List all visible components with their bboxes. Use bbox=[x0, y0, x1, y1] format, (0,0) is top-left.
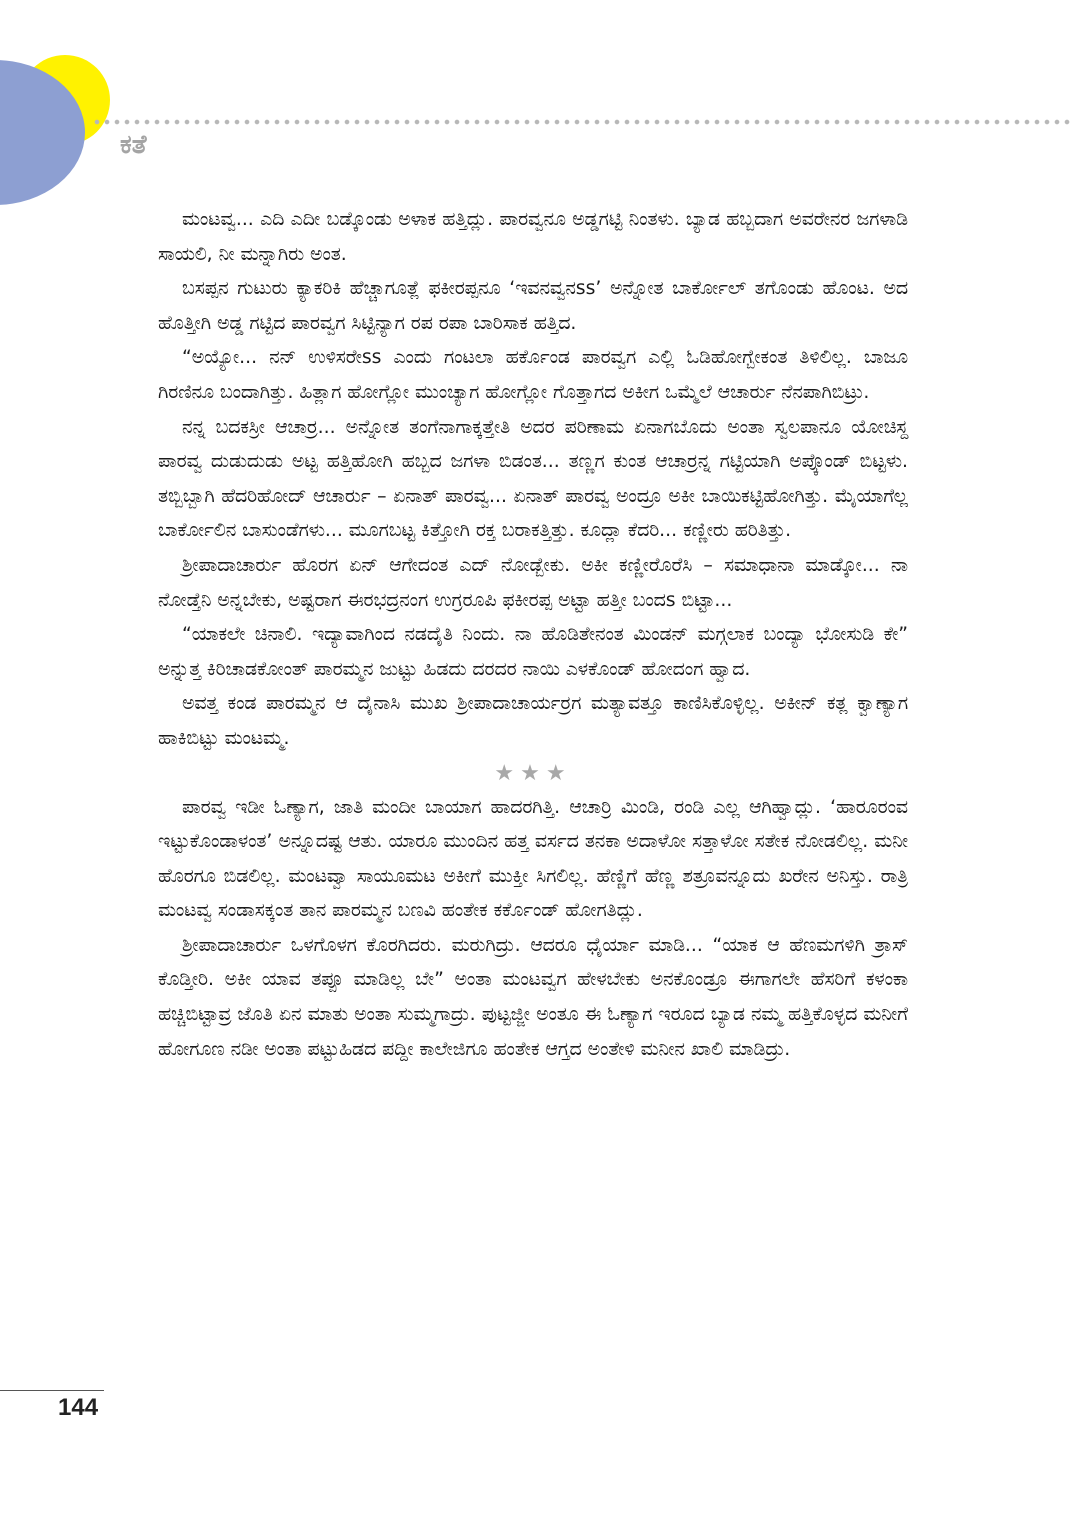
paragraph: ನನ್ನ ಬದಕಸ್ರೀ ಆಚಾರ್ರ... ಅನ್ನೋತ ತಂಗೆನಾಗಾಕ್ಕತ್ತೇತಿ ಅದರ ಪರಿಣಾಮ ಏನಾಗಬೊದು ಅಂತಾ ಸ್ವಲಪಾನೂ ಯೋಚಿಸ್ದ ಪಾರವ್ವ ದುಡುದುಡು ಅಟ್ಟ ಹತ್ತಿಹೋಗಿ ಹಬ್ಬದ ಜಗಳಾ ಬಿಡಂತ... ತಣ್ಣಗ ಕುಂತ ಆಚಾರ್ರನ್ನ ಗಟ್ಟಿಯಾಗಿ ಅಪ್ಕೊಂಡ್ ಬಿಟ್ಟಳು. ತಬ್ಬಿಬ್ಬಾಗಿ ಹೆದರಿಹೋದ್ ಆಚಾರ್ರು – ಏನಾತ್ ಪಾರವ್ವ... ಏನಾತ್ ಪಾರವ್ವ ಅಂದ್ರೂ ಅಕೀ ಬಾಯಿಕಟ್ಟಿಹೋಗಿತ್ತು. ಮೈಯಾಗೆಲ್ಲ ಬಾರ್ಕೋಲಿನ ಬಾಸುಂಡೆಗಳು... ಮೂಗಬಟ್ಟ ಕಿತ್ತೋಗಿ ರಕ್ತ ಬರಾಕತ್ತಿತ್ತು. ಕೂದ್ಲಾ ಕೆದರಿ... ಕಣ್ಣೀರು ಹರಿತಿತ್ತು. bbox=[158, 416, 908, 542]
paragraph: ಬಸಪ್ಪನ ಗುಟುರು ಕ್ಯಾಕರಿಕಿ ಹೆಚ್ಚಾಗೂತ್ಲೆ ಫಕೀರಪ್ಪನೂ ‘ಇವನವ್ವನss’ ಅನ್ನೋತ ಬಾರ್ಕೋಲ್ ತಗೊಂಡು ಹೊಂಟ. ಅದ ಹೊತ್ತೀಗಿ ಅಡ್ಡ ಗಟ್ಟಿದ ಪಾರವ್ವಗ ಸಿಟ್ಟಿನ್ಯಾಗ ರಪ ರಪಾ ಬಾರಿಸಾಕ ಹತ್ತಿದ. bbox=[158, 278, 908, 334]
paragraph: “ಯಾಕಲೇ ಚಿನಾಲಿ. ಇದ್ಯಾವಾಗಿಂದ ನಡದೈತಿ ನಿಂದು. ನಾ ಹೊಡಿತೇನಂತ ಮಿಂಡನ್ ಮಗ್ಗಲಾಕ ಬಂದ್ಯಾ ಭೋಸುಡಿ ಕೇ” ಅನ್ನುತ್ತ ಕಿರಿಚಾಡಕೋಂತ್ ಪಾರಮ್ಮನ ಜುಟ್ಟು ಹಿಡದು ದರದರ ನಾಯಿ ಎಳಕೊಂಡ್ ಹೋದಂಗ ಹ್ವಾದ. bbox=[158, 624, 908, 680]
paragraph: ಅವತ್ತ ಕಂಡ ಪಾರಮ್ಮನ ಆ ದೈನಾಸಿ ಮುಖ ಶ್ರೀಪಾದಾಚಾರ್ಯರ್ರಗ ಮತ್ಯಾವತ್ತೂ ಕಾಣಿಸಿಕೊಳ್ಳಿಲ್ಲ. ಅಕೀನ್ ಕತ್ಲ ಕ್ವಾಣ್ಯಾಗ ಹಾಕಿಬಿಟ್ಟು ಮಂಟಮ್ಮ. bbox=[158, 693, 908, 749]
paragraph: ಮಂಟವ್ವ... ಎದಿ ಎದೀ ಬಡ್ಕೊಂಡು ಅಳಾಕ ಹತ್ತಿದ್ಲು. ಪಾರವ್ವನೂ ಅಡ್ಡಗಟ್ಟಿ ನಿಂತಳು. ಬ್ಯಾಡ ಹಬ್ಬದಾಗ ಅವರೇನರ ಜಗಳಾಡಿ ಸಾಯಲಿ, ನೀ ಮನ್ನಾಗಿರು ಅಂತ. bbox=[158, 209, 908, 265]
paragraph: ಶ್ರೀಪಾದಾಚಾರ್ರು ಹೊರಗ ಏನ್ ಆಗೇದಂತ ಎದ್ ನೋಡ್ಬೇಕು. ಅಕೀ ಕಣ್ಣೀರೊರೆಸಿ – ಸಮಾಧಾನಾ ಮಾಡ್ಕೋ... ನಾ ನೋಡ್ತೆನಿ ಅನ್ನಬೇಕು, ಅಷ್ಟರಾಗ ಈರಭದ್ರನಂಗ ಉಗ್ರರೂಪಿ ಫಕೀರಪ್ಪ ಅಟ್ಟಾ ಹತ್ತೀ ಬಂದs ಬಿಟ್ಟಾ... bbox=[158, 554, 908, 611]
paragraph: ಶ್ರೀಪಾದಾಚಾರ್ರು ಒಳಗೊಳಗ ಕೊರಗಿದರು. ಮರುಗಿದ್ರು. ಆದರೂ ಧೈರ್ಯಾ ಮಾಡಿ... “ಯಾಕ ಆ ಹೆಣಮಗಳಿಗಿ ತ್ರಾಸ್ ಕೊಡ್ತೀರಿ. ಅಕೀ ಯಾವ ತಪ್ಪೂ ಮಾಡಿಲ್ಲ ಬೇ” ಅಂತಾ ಮಂಟವ್ವಗ ಹೇಳಬೇಕು ಅನಕೊಂಡ್ರೂ ಈಗಾಗಲೇ ಹೆಸರಿಗೆ ಕಳಂಕಾ ಹಚ್ಚಿಬಿಟ್ಟಾವ್ರ ಜೊತಿ ಏನ ಮಾತು ಅಂತಾ ಸುಮ್ಮಗಾದ್ರು. ಪುಟ್ಟಜ್ಜೀ ಅಂತೂ ಈ ಓಣ್ಯಾಗ ಇರೂದ ಬ್ಯಾಡ ನಮ್ಮ ಹತ್ತಿಕೊಳ್ಳದ ಮನೀಗೆ ಹೋಗೂಣ ನಡೀ ಅಂತಾ ಪಟ್ಟುಹಿಡದ ಪದ್ದೀ ಕಾಲೇಜಿಗೂ ಹಂತೇಕ ಆಗ್ತದ ಅಂತೇಳಿ ಮನೀನ ಖಾಲಿ ಮಾಡಿದ್ರು. bbox=[158, 934, 908, 1060]
section-break-stars: ★★★ bbox=[494, 760, 572, 786]
section-label: ಕತೆ bbox=[120, 130, 147, 160]
paragraph: ಪಾರವ್ವ ಇಡೀ ಓಣ್ಯಾಗ, ಜಾತಿ ಮಂದೀ ಬಾಯಾಗ ಹಾದರಗಿತ್ತಿ. ಆಚಾರ್ರಿ ಮಿಂಡಿ, ರಂಡಿ ಎಲ್ಲ ಆಗಿಹ್ವಾದ್ಲು. ‘ಹಾರೂರಂವ ಇಟ್ಟುಕೊಂಡಾಳಂತ’ ಅನ್ನೂದಷ್ಟ ಆತು. ಯಾರೂ ಮುಂದಿನ ಹತ್ತ ವರ್ಸದ ತನಕಾ ಅದಾಳೋ ಸತ್ತಾಳೋ ಸತೇಕ ನೋಡಲಿಲ್ಲ. ಮನೀ ಹೊರಗೂ ಬಿಡಲಿಲ್ಲ. ಮಂಟವ್ವಾ ಸಾಯೂಮಟ ಅಕೀಗೆ ಮುಕ್ತೀ ಸಿಗಲಿಲ್ಲ. ಹೆಣ್ಣಿಗೆ ಹೆಣ್ಣ ಶತ್ರೂವನ್ನೂದು ಖರೇನ ಅನಿಸ್ತು. ರಾತ್ರಿ ಮಂಟವ್ವ ಸಂಡಾಸಕ್ಕಂತ ತಾನ ಪಾರಮ್ಮನ ಬಣವಿ ಹಂತೇಕ ಕರ್ಕೊಂಡ್ ಹೋಗತಿದ್ಲು. bbox=[158, 796, 908, 922]
page-number: 144 bbox=[58, 1394, 99, 1421]
page-number-rule bbox=[0, 1390, 104, 1391]
paragraph: “ಅಯ್ಯೋ... ನನ್ ಉಳಿಸರೇss ಎಂದು ಗಂಟಲಾ ಹರ್ಕೊಂಡ ಪಾರವ್ವಗ ಎಲ್ಲಿ ಓಡಿಹೋಗ್ಬೇಕಂತ ತಿಳಿಲಿಲ್ಲ. ಬಾಜೂ ಗಿರಣಿನೂ ಬಂದಾಗಿತ್ತು. ಹಿತ್ಲಾಗ ಹೋಗ್ಲೋ ಮುಂಚ್ಯಾಗ ಹೋಗ್ಲೋ ಗೊತ್ತಾಗದ ಅಕೀಗ ಒಮ್ಮೆಲೆ ಆಚಾರ್ರು ನೆನಪಾಗಿಬಿಟ್ರು. bbox=[158, 347, 908, 403]
story-body bbox=[158, 203, 908, 1067]
dotted-divider bbox=[92, 118, 1072, 126]
